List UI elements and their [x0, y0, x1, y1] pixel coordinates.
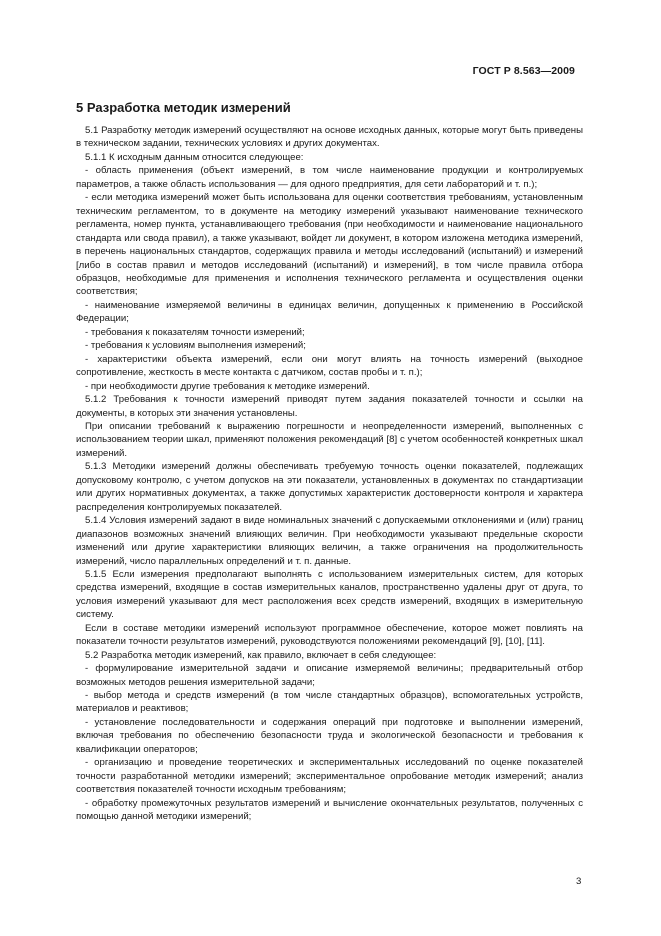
document-header: ГОСТ Р 8.563—2009	[472, 65, 575, 77]
list-item: - при необходимости другие требования к методике измерений.	[85, 380, 370, 392]
list-item: - формулирование измерительной задачи и описание измеряемой величины; предварительный отбор возможных методов решения измерительной задачи;	[76, 663, 583, 688]
document-body	[76, 124, 583, 824]
paragraph: 5.1 Разработку методик измерений осуществляют на основе исходных данных, которые могут быть приведены в техническом задании, технических условиях и других документах.	[76, 125, 583, 150]
paragraph: 5.1.4 Условия измерений задают в виде номинальных значений с допускаемыми отклонениями и (или) границ диапазонов возможных значений влияющих величин. При необходимости указывают предельные скорости изменений или другие характеристики влияющих величин, а также ограничения на продолжительность измерений, число параллельных определений и т. п. данные.	[76, 515, 583, 567]
paragraph: 5.1.3 Методики измерений должны обеспечивать требуемую точность оценки показателей, подлежащих допусковому контролю, с учетом допусков на эти показатели, установленных в документах по стандартизации или других нормативных документах, а также допустимых характеристик достоверности контроля и характера распределения контролируемых показателей.	[76, 461, 583, 513]
page-number: 3	[576, 876, 582, 887]
paragraph: 5.1.5 Если измерения предполагают выполнять с использованием измерительных систем, для которых средства измерений, входящие в состав измерительных каналов, пространственно удалены друг от друга, то условия измерений указывают для мест расположения всех средств измерений, входящих в измерительную систему.	[76, 568, 583, 621]
list-item: - требования к условиям выполнения измерений;	[85, 340, 306, 352]
list-item: - область применения (объект измерений, в том числе наименование продукции и контролируемых параметров, а также область использования — для одного предприятия, для сети лабораторий и т. п.);	[76, 165, 583, 190]
paragraph: 5.1.2 Требования к точности измерений приводят путем задания показателей точности и ссылки на документы, в которых эти значения установлены.	[76, 394, 583, 419]
list-item: - требования к показателям точности измерений;	[85, 326, 305, 338]
paragraph: Если в составе методики измерений используют программное обеспечение, которое может повлиять на показатели точности результатов измерений, руководствуются положениями рекомендаций [9], [10], [11].	[76, 622, 583, 648]
list-item: - обработку промежуточных результатов измерений и вычисление окончательных результатов, полученных с помощью данной методики измерений;	[76, 797, 583, 823]
list-item: - выбор метода и средств измерений (в том числе стандартных образцов), вспомогательных устройств, материалов и реактивов;	[76, 690, 583, 715]
paragraph: 5.2 Разработка методик измерений, как правило, включает в себя следующее:	[85, 649, 437, 661]
paragraph: 5.1.1 К исходным данным относится следующее:	[85, 151, 304, 163]
list-item: - наименование измеряемой величины в единицах величин, допущенных к применению в Российской Федерации;	[76, 299, 583, 325]
list-item: - если методика измерений может быть использована для оценки соответствия требованиям, установленным техническим регламентом, то в документе на методику измерений указывают наименование технического регламента, номер пункта, устанавливающего требования (при необходимости и наименование национального стандарта или свода правил), а также указывают, войдет ли документ, в котором изложена методика измерений, в перечень национальных стандартов, содержащих правила и методы исследований (испытаний) и измерений [либо в состав правил и методов исследований (испытаний) и измерений], в том числе правила отбора образцов, необходимые для применения и исполнения технического регламента и осуществления оценки соответствия;	[76, 192, 583, 298]
section-title: 5 Разработка методик измерений	[76, 100, 291, 115]
list-item: - организацию и проведение теоретических и экспериментальных исследований по оценке показателей точности разработанной методики измерений; экспериментальное опробование методик измерений; анализ соответствия показателей точности исходным требованиям;	[76, 757, 583, 796]
list-item: - характеристики объекта измерений, если они могут влиять на точность измерений (выходное сопротивление, жесткость в месте контакта с датчиком, состав пробы и т. п.);	[76, 353, 583, 379]
list-item: - установление последовательности и содержания операций при подготовке и выполнении измерений, включая требования по обеспечению безопасности труда и экологической безопасности и требования к квалификации операторов;	[76, 716, 583, 755]
paragraph: При описании требований к выражению погрешности и неопределенности измерений, выполненных с использованием теории шкал, применяют положения рекомендаций [8] с учетом особенностей конкретных шкал измерений.	[76, 420, 583, 459]
